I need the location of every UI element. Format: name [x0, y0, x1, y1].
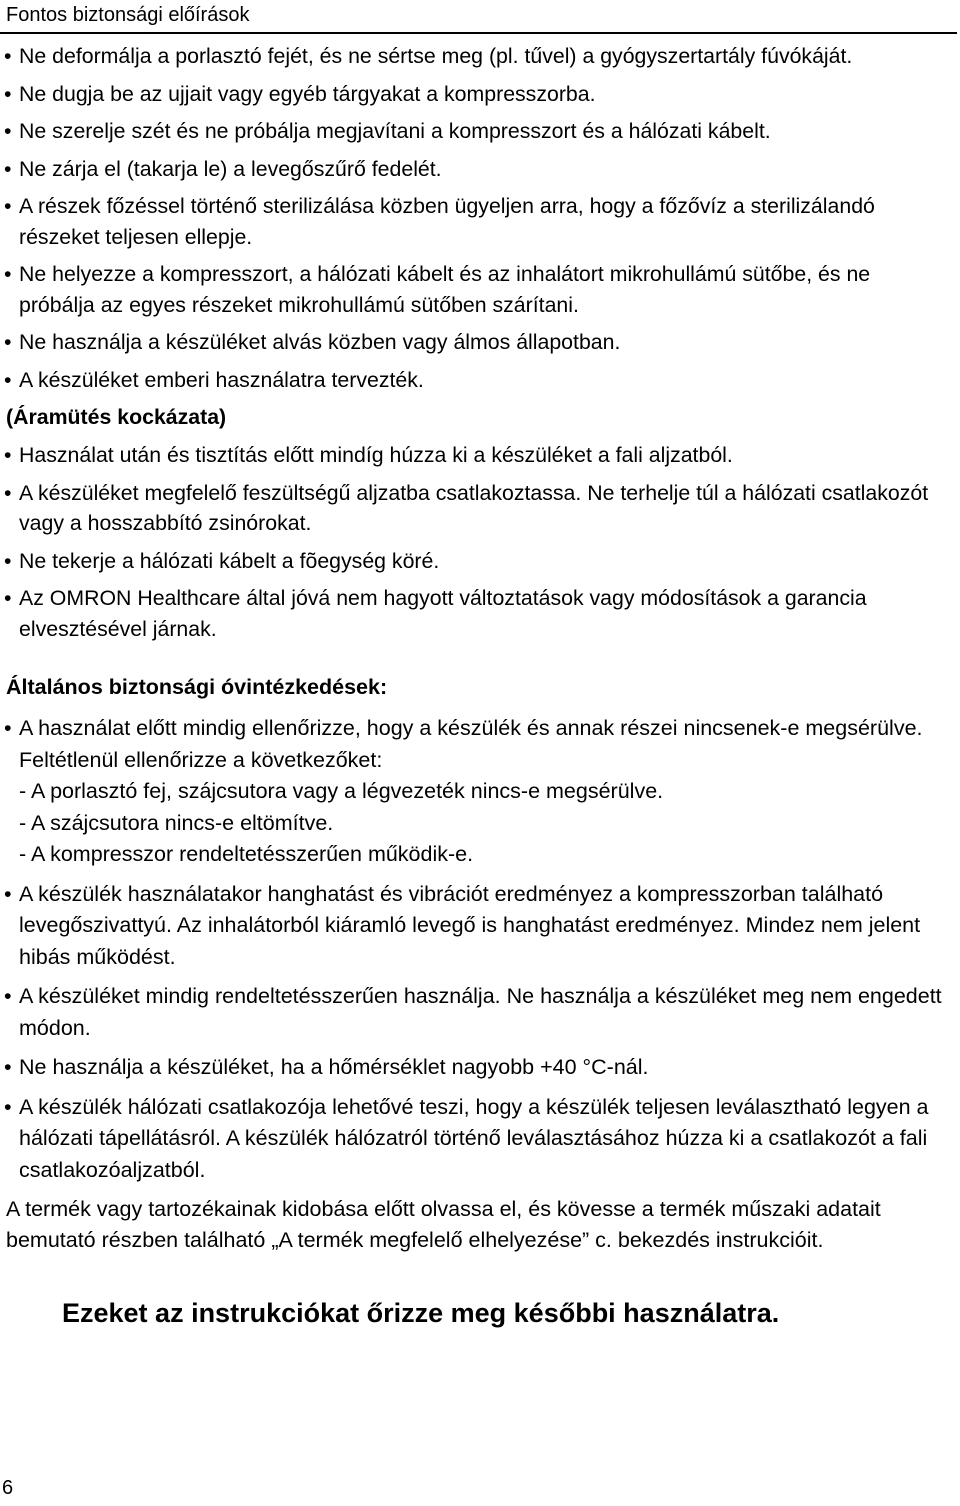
list-item — [0, 546, 948, 577]
bullet-icon: • — [4, 984, 12, 1008]
bullet-icon: • — [4, 716, 12, 740]
general-precautions-heading: Általános biztonsági óvintézkedések: — [6, 675, 388, 699]
list-item — [0, 1052, 948, 1084]
check-subitem: - A porlasztó fej, szájcsutora vagy a légvezeték nincs-e megsérülve. — [19, 779, 664, 803]
list-item — [0, 981, 948, 1044]
list-item-text: Ne tekerje a hálózati kábelt a fõegység köré. — [19, 548, 440, 573]
list-item — [0, 713, 948, 871]
electric-shock-heading: (Áramütés kockázata) — [6, 405, 227, 429]
check-subitem: - A kompresszor rendeltetésszerűen működik-e. — [19, 842, 474, 866]
list-item-text: Ne szerelje szét és ne próbálja megjavítani a kompresszort és a hálózati kábelt. — [19, 119, 771, 143]
list-item-text: Az OMRON Healthcare által jóvá nem hagyott változtatások vagy módosítások a garancia elvesztésével járnak. — [19, 586, 867, 641]
safety-list — [0, 41, 948, 395]
bullet-icon: • — [4, 586, 12, 610]
list-item — [0, 79, 948, 110]
list-item — [0, 191, 948, 252]
list-item-text: Ne használja a készüléket alvás közben vagy álmos állapotban. — [19, 330, 621, 354]
list-item-text: Ne zárja el (takarja le) a levegőszűrő fedelét. — [19, 156, 442, 181]
bullet-icon: • — [4, 1055, 12, 1079]
list-item-text: A készülék használatakor hanghatást és vibrációt eredményez a kompresszorban található levegőszivattyú. Az inhalátorból kiáramló levegő is hanghatást eredményez. Mindez nem jelent hibás működést. — [19, 881, 921, 969]
list-item — [0, 478, 948, 539]
list-item — [0, 327, 948, 358]
bullet-icon: • — [4, 194, 12, 218]
list-item-text: Ne használja a készüléket, ha a hőmérséklet nagyobb +40 °C-nál. — [19, 1055, 649, 1079]
bullet-icon: • — [4, 548, 12, 573]
list-item — [0, 583, 948, 644]
bullet-icon: • — [4, 480, 12, 505]
list-item — [0, 259, 948, 320]
bullet-icon: • — [4, 44, 12, 68]
disposal-paragraph: A termék vagy tartozékainak kidobása előtt olvassa el, és kövesse a termék műszaki adatait bemutató részben található „A termék megfelelő elhelyezése” c. bekezdés instrukcióit. — [6, 1197, 881, 1252]
list-item-text: A készüléket megfelelő feszültségű aljzatba csatlakoztassa. Ne terhelje túl a hálózati csatlakozót vagy a hosszabbító zsinórokat. — [19, 480, 929, 535]
bullet-icon: • — [4, 81, 12, 106]
page-number: 6 — [2, 1477, 14, 1499]
list-item — [0, 1092, 948, 1187]
bullet-icon: • — [4, 262, 12, 286]
list-item — [0, 116, 948, 147]
bullet-icon: • — [4, 1094, 12, 1119]
list-item — [0, 440, 948, 471]
list-item — [0, 879, 948, 974]
list-item — [0, 154, 948, 185]
bullet-icon: • — [4, 443, 12, 467]
list-item-text: A készülék hálózati csatlakozója lehetővé teszi, hogy a készülék teljesen leválasztható legyen a hálózati tápellátásról. A készülék hálózatról történő leválasztásához húzza ki a csatlakozót a fali csatlakozóaljzatból. — [19, 1094, 929, 1182]
bullet-icon: • — [4, 119, 12, 143]
section-title: Fontos biztonsági előírások — [6, 4, 250, 26]
list-item — [0, 365, 948, 396]
bullet-icon: • — [4, 156, 12, 181]
list-item-text: A részek főzéssel történő sterilizálása közben ügyeljen arra, hogy a főzővíz a sterilizálandó részeket teljesen ellepje. — [19, 194, 875, 249]
list-item-text: Ne helyezze a kompresszort, a hálózati kábelt és az inhalátort mikrohullámú sütőbe, és ne próbálja az egyes részeket mikrohullámú sütőben szárítani. — [19, 262, 871, 317]
page-header — [0, 0, 957, 34]
list-item-text: A készüléket emberi használatra tervezték. — [19, 367, 424, 392]
keep-instructions-notice: Ezeket az instrukciókat őrizze meg későbbi használatra. — [62, 1298, 780, 1328]
check-subitem: - A szájcsutora nincs-e eltömítve. — [19, 810, 334, 835]
bullet-icon: • — [4, 330, 12, 354]
general-precautions-list — [0, 713, 948, 1186]
document-body — [0, 41, 948, 1330]
bullet-icon: • — [4, 881, 12, 906]
list-item-text: A használat előtt mindig ellenőrizze, hogy a készülék és annak részei nincsenek-e megsérülve. Feltétlenül ellenőrizze a következőket: — [19, 716, 923, 772]
bullet-icon: • — [4, 367, 12, 392]
list-item-text: Ne dugja be az ujjait vagy egyéb tárgyakat a kompresszorba. — [19, 81, 596, 106]
list-item-text: Használat után és tisztítás előtt mindíg húzza ki a készüléket a fali aljzatból. — [19, 443, 733, 467]
list-item-text: Ne deformálja a porlasztó fejét, és ne sértse meg (pl. tűvel) a gyógyszertartály fúvókáját. — [19, 44, 853, 68]
list-item-text: A készüléket mindig rendeltetésszerűen használja. Ne használja a készüléket meg nem engedett módon. — [19, 984, 942, 1040]
list-item — [0, 41, 948, 72]
electric-shock-list — [0, 440, 948, 644]
